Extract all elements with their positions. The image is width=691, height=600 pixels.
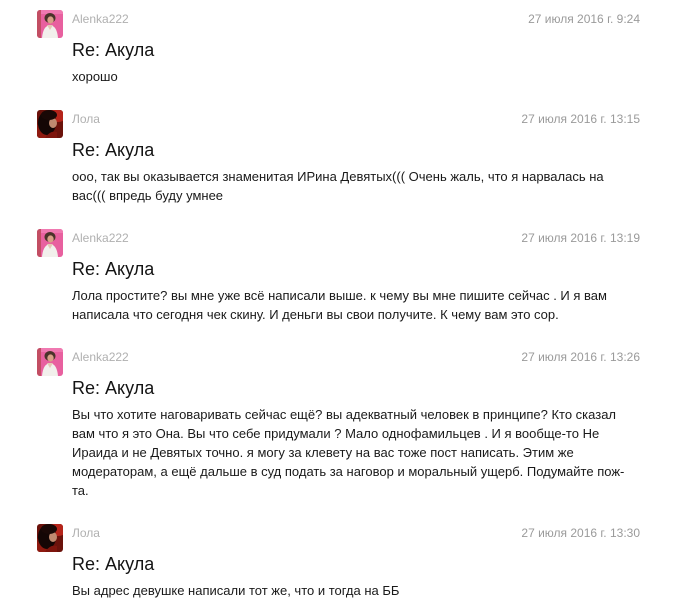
message-meta	[63, 110, 640, 126]
message-timestamp: 27 июля 2016 г. 9:24	[528, 12, 640, 26]
user-portrait-icon	[37, 348, 63, 376]
message-body: Вы адрес девушке написали тот же, что и тогда на ББ	[72, 583, 400, 598]
message-subject: Re: Акула	[72, 554, 155, 574]
avatar-lola[interactable]	[37, 110, 63, 138]
avatar-alenka222[interactable]	[37, 10, 63, 38]
message-body: Вы что хотите наговаривать сейчас ещё? вы адекватный человек в принципе? Кто сказал вам что я это Она. Вы что себе придумали ? Мало однофамильцев . И я вообще-то Не Ираида и не Девятых точно. я могу за клевету на вас тоже пост написать. Этим же модераторам, а ещё дальше в суд подать за наговор и моральный ущерб. Подумайте пож-та.	[72, 407, 625, 498]
message-timestamp: 27 июля 2016 г. 13:15	[521, 112, 640, 126]
message-subject: Re: Акула	[72, 140, 155, 160]
message-timestamp: 27 июля 2016 г. 13:19	[521, 231, 640, 245]
username-link[interactable]: Alenka222	[72, 231, 129, 245]
message-post	[37, 229, 640, 324]
message-body: ооо, так вы оказывается знаменитая ИРина Девятых((( Очень жаль, что я нарвалась на вас((( впредь буду умнее	[72, 169, 604, 203]
message-timestamp: 27 июля 2016 г. 13:26	[521, 350, 640, 364]
message-subject: Re: Акула	[72, 378, 155, 398]
message-header	[37, 10, 640, 38]
avatar-lola[interactable]	[37, 524, 63, 552]
message-meta	[63, 524, 640, 540]
message-post	[37, 348, 640, 500]
user-portrait-icon	[37, 10, 63, 38]
user-portrait-icon	[37, 110, 63, 138]
message-meta	[63, 10, 640, 26]
avatar-alenka222[interactable]	[37, 348, 63, 376]
avatar-alenka222[interactable]	[37, 229, 63, 257]
message-post	[37, 110, 640, 205]
message-meta	[63, 229, 640, 245]
message-timestamp: 27 июля 2016 г. 13:30	[521, 526, 640, 540]
message-header	[37, 110, 640, 138]
username-link[interactable]: Alenka222	[72, 12, 129, 26]
message-subject: Re: Акула	[72, 259, 155, 279]
username-link[interactable]: Alenka222	[72, 350, 129, 364]
username-link[interactable]: Лола	[72, 526, 100, 540]
message-header	[37, 524, 640, 552]
message-meta	[63, 348, 640, 364]
username-link[interactable]: Лола	[72, 112, 100, 126]
message-body: Лола простите? вы мне уже всё написали выше. к чему вы мне пишите сейчас . И я вам написала что сегодня чек скину. И деньги вы свои получите. К чему вам это сор.	[72, 288, 607, 322]
message-subject: Re: Акула	[72, 40, 155, 60]
user-portrait-icon	[37, 524, 63, 552]
user-portrait-icon	[37, 229, 63, 257]
message-body: хорошо	[72, 69, 118, 84]
message-post	[37, 524, 640, 600]
message-header	[37, 348, 640, 376]
message-post	[37, 10, 640, 86]
message-header	[37, 229, 640, 257]
